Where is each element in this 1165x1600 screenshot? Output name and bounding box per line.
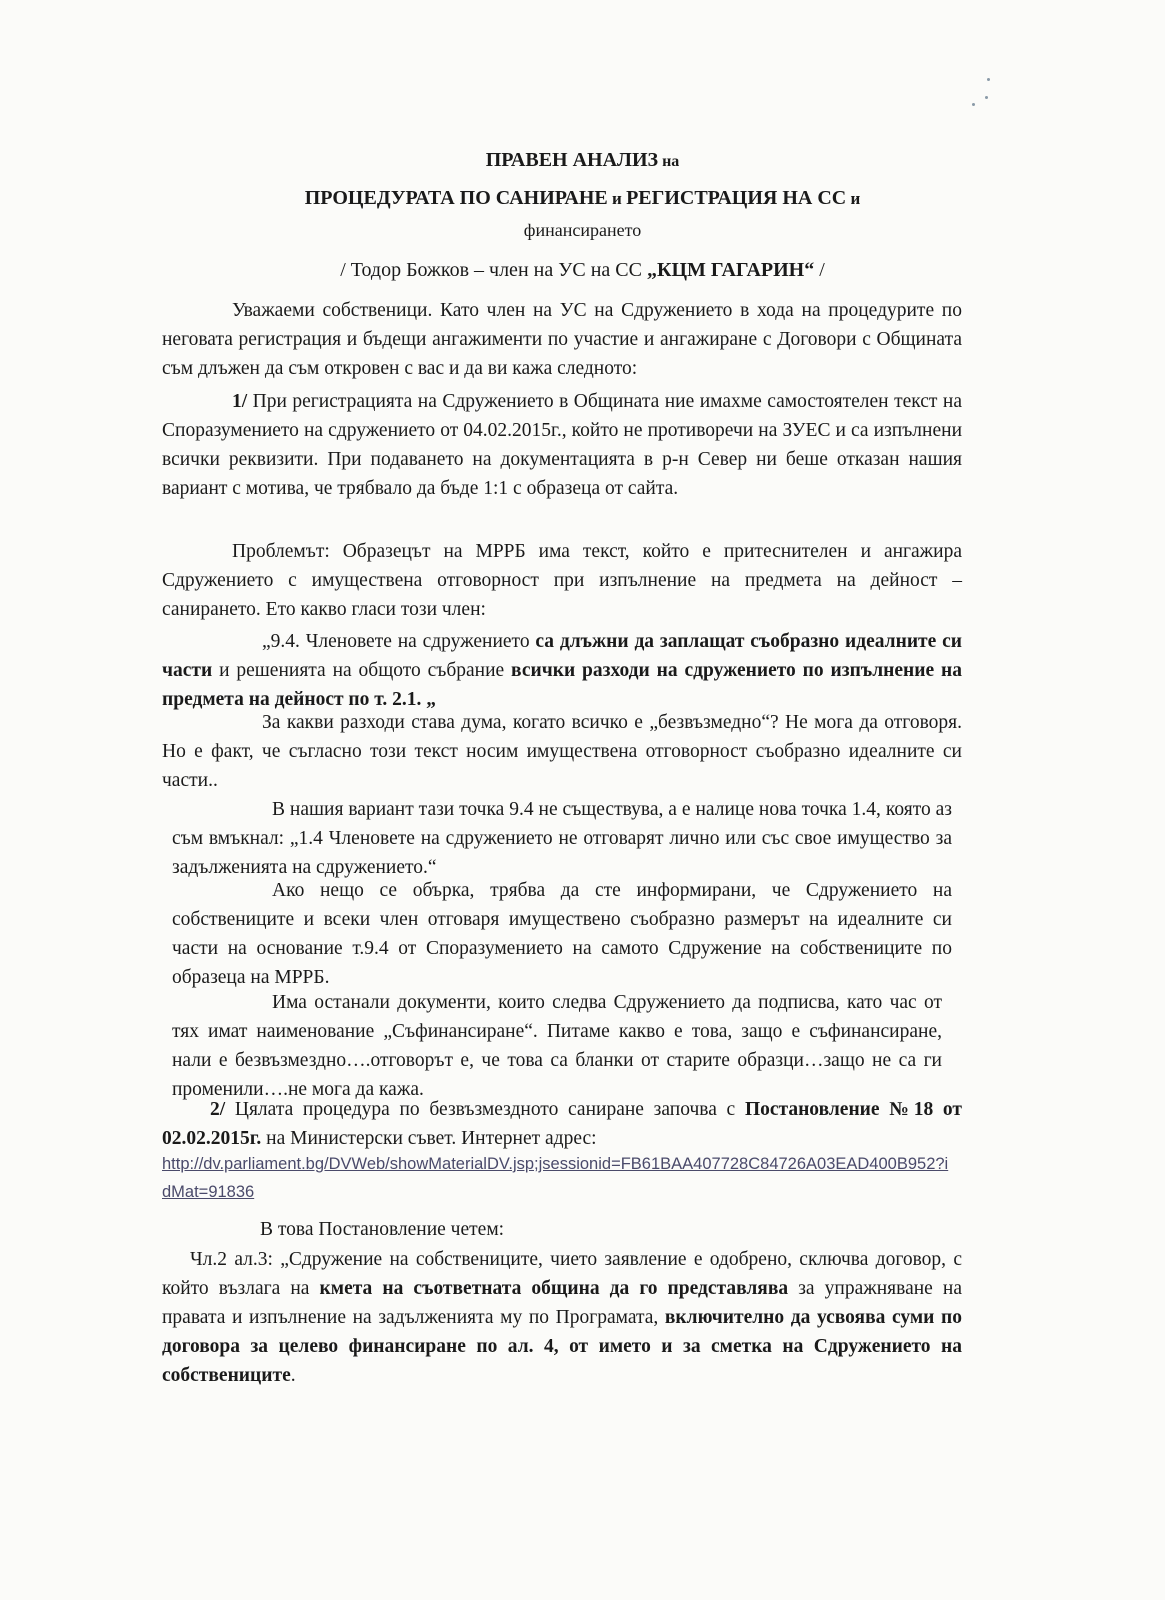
document-title-line-2: ПРОЦЕДУРАТА ПО САНИРАНЕ и РЕГИСТРАЦИЯ НА СС и [304,187,861,209]
expenses-paragraph: За какви разходи става дума, когато всичко е „безвъзмедно“? Не мога да отговоря. Но е факт, че съгласно този текст носим имуществена отговорност съобразно идеалните си части.. [162,712,962,791]
scan-speck [985,96,988,99]
point-2-paragraph: 2/ Цялата процедура по безвъзмездното саниране започва с Постановление №18 от 02.02.2015г. на Министерски съвет. Интернет адрес: [162,1099,962,1149]
quoted-clause-9-4: „9.4. Членовете на сдружението са длъжни да заплащат съобразно идеалните си части и решенията на общото събрание всички разходи на сдружението по изпълнение на предмета на дейност по т. 2.1. „ [162,631,962,710]
our-variant-paragraph: В нашия вариант тази точка 9.4 не съществува, а е налице нова точка 1.4, която аз съм вмъкнал: „1.4 Членовете на сдружението не отговарят лично или със свое имущество за задълженията на сдружението.“ [172,799,952,878]
decree-url-link[interactable]: http://dv.parliament.bg/DVWeb/showMaterialDV.jsp;jsessionid=FB61BAA407728C84726A03EAD400B952?idMat=91836 [162,1155,949,1201]
scan-speck [972,103,975,106]
author-line: / Тодор Божков – член на УС на СС „КЦМ ГАГАРИН“ / [340,259,825,281]
problem-paragraph: Проблемът: Образецът на МРРБ има текст, който е притеснителен и ангажира Сдружението с имуществена отговорност при изпълнение на предмета на дейност – санирането. Ето какво гласи този член: [162,541,962,620]
warning-paragraph: Ако нещо се обърка, трябва да сте информирани, че Сдружението на собствениците и всеки член отговаря имуществено съобразно размерът на идеалните си части на основание т.9.4 от Споразумението на самото Сдружение на собствениците по образеца на МРРБ. [172,880,952,988]
document-title-line-1: ПРАВЕН АНАЛИЗ на [485,149,680,171]
article-2-quote: Чл.2 ал.3: „Сдружение на собствениците, чието заявление е одобрено, сключва договор, с който възлага на кмета на съответната община да го представлява за упражняване на правата и изпълнение на задълженията му по Програмата, включително да усвоява суми по договора за целево финансиране по ал. 4, от името и за сметка на Сдружението на собствениците. [162,1249,962,1386]
intro-paragraph: Уважаеми собственици. Като член на УС на Сдружението в хода на процедурите по неговата регистрация и бъдещи ангажименти по участие и ангажиране с Договори с Общината съм длъжен да съм откровен с вас и да ви кажа следното: [162,300,962,379]
point-1-paragraph: 1/ При регистрацията на Сдружението в Общината ние имахме самостоятелен текст на Споразумението на сдружението от 04.02.2015г., който не противоречи на ЗУЕС и са изпълнени всички реквизити. При подаването на документацията в р-н Север ни беше отказан нашия вариант с мотива, че трябвало да бъде 1:1 с образеца от сайта. [162,391,962,499]
decree-reading-line: В това Постановление четем: [260,1219,505,1240]
scan-speck [987,78,990,81]
cofinancing-paragraph: Има останали документи, които следва Сдружението да подписва, като час от тях имат наименование „Съфинансиране“. Питаме какво е това, защо е съфинансиране, нали е безвъзмездно….отговорът е, че това са бланки от старите образци…защо не са ги променили….не мога да кажа. [172,992,942,1100]
document-title-line-3: финансирането [523,220,642,240]
decree-url-block [162,1150,952,1206]
